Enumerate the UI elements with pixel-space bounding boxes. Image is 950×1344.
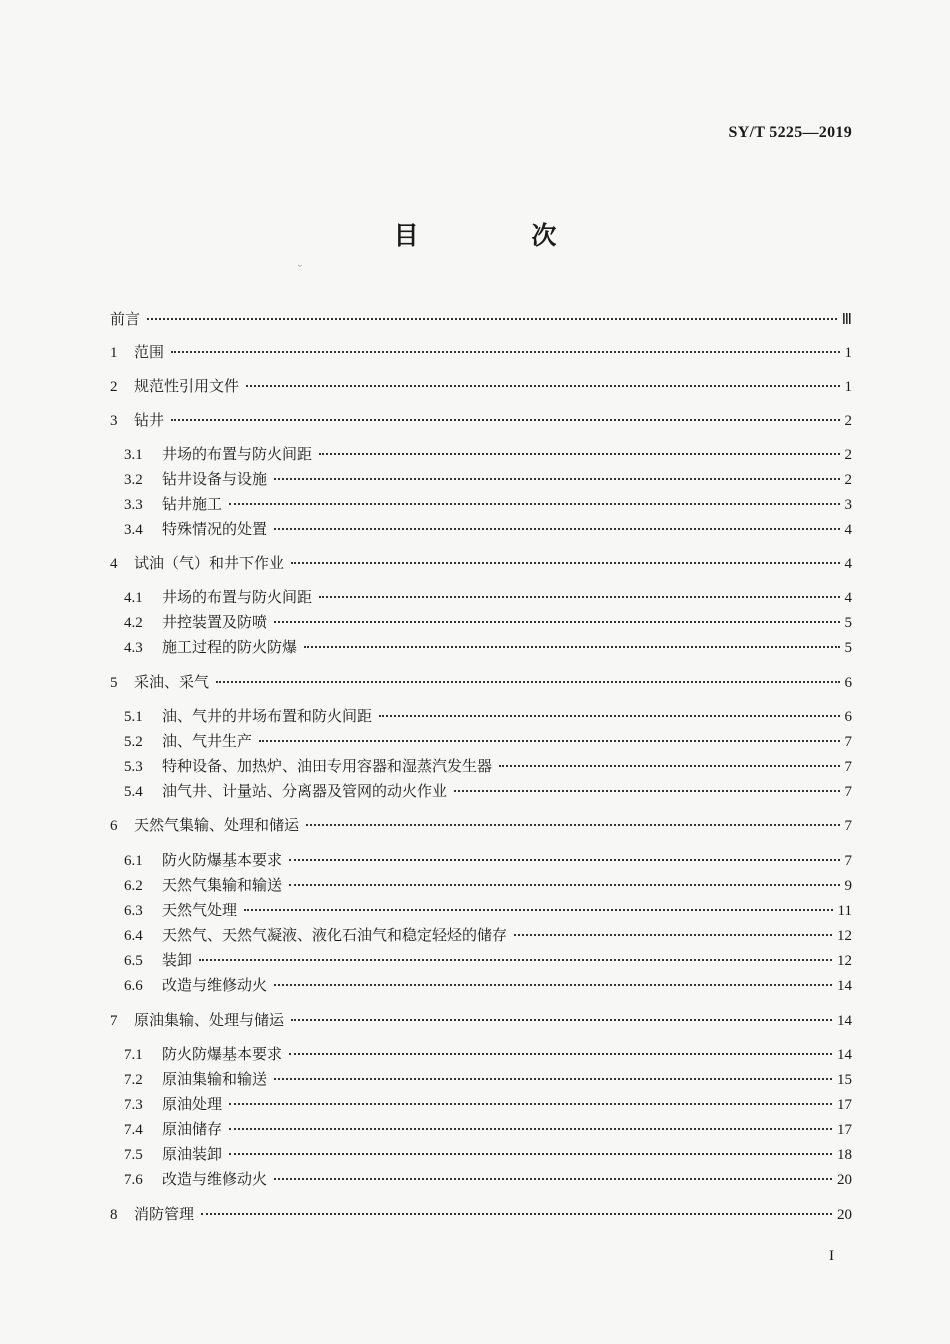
toc-entry-page: 1 (844, 379, 852, 395)
dot-leader (171, 419, 839, 421)
toc-entry-page: 18 (837, 1147, 852, 1163)
toc-entry-number: 5.2 (124, 734, 143, 750)
toc-entry-6-5[interactable] (124, 948, 852, 973)
toc-entry-label: 钻井 (134, 411, 165, 429)
toc-entry-3-3[interactable] (124, 492, 852, 517)
toc-entry-page: 5 (844, 640, 852, 656)
toc-entry-page: 3 (844, 497, 852, 513)
toc-entry-label: 原油储存 (162, 1120, 223, 1138)
toc-entry-number: 7.2 (124, 1072, 143, 1088)
page-title: 目 次 (393, 221, 609, 250)
toc-entry-page: 7 (844, 734, 852, 750)
dot-leader (306, 824, 839, 826)
toc-entry-page: 6 (844, 709, 852, 725)
page-number: I (829, 1248, 834, 1264)
toc-entry-label: 天然气处理 (162, 901, 238, 919)
toc-entry-label: 天然气集输和输送 (162, 876, 283, 894)
dot-leader (291, 562, 839, 564)
toc-entry-5-2[interactable] (124, 729, 852, 754)
dot-leader (289, 859, 839, 861)
toc-entry-label: 采油、采气 (134, 673, 210, 691)
toc-entry-4-2[interactable] (124, 610, 852, 635)
toc-entry-5-3[interactable] (124, 754, 852, 779)
standard-code: SY/T 5225—2019 (728, 124, 852, 141)
toc-entry-number: 3 (110, 413, 118, 429)
toc-entry-page: 15 (837, 1072, 852, 1088)
dot-leader (199, 959, 832, 961)
toc-entry-number: 7.1 (124, 1047, 143, 1063)
toc-entry-page: 12 (837, 928, 852, 944)
dot-leader (274, 621, 839, 623)
dot-leader (229, 503, 839, 505)
toc-entry-number: 3.2 (124, 472, 143, 488)
toc-entry-label: 改造与维修动火 (162, 1170, 268, 1188)
toc-entry-7-6[interactable] (124, 1167, 852, 1192)
toc-entry-page: 14 (837, 1047, 852, 1063)
toc-entry-page: 12 (837, 953, 852, 969)
toc-entry-page: 17 (837, 1122, 852, 1138)
toc-entry-page: 11 (837, 903, 852, 919)
dot-leader (274, 478, 839, 480)
toc-entry-2[interactable] (110, 374, 852, 399)
toc-entry-3-4[interactable] (124, 517, 852, 542)
toc-entry-page: 7 (844, 818, 852, 834)
toc-entry-6-1[interactable] (124, 848, 852, 873)
toc-entry-7-1[interactable] (124, 1042, 852, 1067)
toc-entry-label: 消防管理 (134, 1205, 195, 1223)
toc-entry-label: 原油集输、处理与储运 (134, 1011, 285, 1029)
toc-entry-page: 17 (837, 1097, 852, 1113)
toc-entry-page: Ⅲ (841, 312, 852, 328)
toc-entry-page: 2 (844, 472, 852, 488)
toc-entry-page: 20 (837, 1207, 852, 1223)
toc-entry-6-6[interactable] (124, 973, 852, 998)
toc-entry-number: 4.2 (124, 615, 143, 631)
toc-entry-label: 原油集输和输送 (162, 1070, 268, 1088)
toc-entry-7[interactable] (110, 1008, 852, 1033)
toc-entry-8[interactable] (110, 1202, 852, 1227)
dot-leader (201, 1213, 832, 1215)
toc-entry-label: 钻井设备与设施 (162, 470, 268, 488)
toc-entry-label: 防火防爆基本要求 (162, 851, 283, 869)
toc-entry-label: 特殊情况的处置 (162, 520, 268, 538)
toc-entry-3-1[interactable] (124, 442, 852, 467)
toc-entry-number: 3.1 (124, 447, 143, 463)
toc-entry-page: 4 (844, 590, 852, 606)
toc-entry-label: 改造与维修动火 (162, 976, 268, 994)
toc-entry-page: 1 (844, 345, 852, 361)
toc-entry-7-2[interactable] (124, 1067, 852, 1092)
toc-entry-label: 施工过程的防火防爆 (162, 638, 298, 656)
toc-entry-number: 5.1 (124, 709, 143, 725)
dot-leader (274, 1178, 832, 1180)
toc-entry-page: 2 (844, 447, 852, 463)
dot-leader (289, 884, 839, 886)
toc-entry-6-4[interactable] (124, 923, 852, 948)
dot-leader (171, 351, 839, 353)
toc-entry-label: 前言 (110, 310, 141, 328)
toc-entry-7-5[interactable] (124, 1142, 852, 1167)
dot-leader (454, 790, 839, 792)
toc-entry-page: 7 (844, 784, 852, 800)
toc-entry-4[interactable] (110, 551, 852, 576)
dot-leader (274, 1078, 832, 1080)
toc-entry-label: 试油（气）和井下作业 (134, 554, 285, 572)
toc-entry-number: 6.4 (124, 928, 143, 944)
toc-entry-number: 7 (110, 1013, 118, 1029)
toc-entry-page: 6 (844, 675, 852, 691)
toc-entry-1[interactable] (110, 340, 852, 365)
toc-entry-7-3[interactable] (124, 1092, 852, 1117)
toc-entry-label: 天然气集输、处理和储运 (134, 816, 300, 834)
dot-leader (229, 1128, 832, 1130)
toc-entry-label: 井场的布置与防火间距 (162, 588, 313, 606)
toc-entry-number: 6.2 (124, 878, 143, 894)
toc-entry-label: 原油装卸 (162, 1145, 223, 1163)
toc-entry-number: 5.4 (124, 784, 143, 800)
toc-entry-page: 9 (844, 878, 852, 894)
toc-entry-label: 天然气、天然气凝液、液化石油气和稳定轻烃的储存 (162, 926, 508, 944)
toc-entry-5[interactable] (110, 670, 852, 695)
dot-leader (514, 934, 832, 936)
scan-speck: ᵕ (298, 262, 303, 273)
toc-entry-number: 6.6 (124, 978, 143, 994)
toc-entry-label: 特种设备、加热炉、油田专用容器和湿蒸汽发生器 (162, 757, 493, 775)
dot-leader (274, 984, 832, 986)
toc-entry-page: 7 (844, 759, 852, 775)
toc-entry-7-4[interactable] (124, 1117, 852, 1142)
toc-entry-3-2[interactable] (124, 467, 852, 492)
toc-entry-label: 油、气井的井场布置和防火间距 (162, 707, 373, 725)
toc-entry-label: 井控装置及防喷 (162, 613, 268, 631)
toc-entry-number: 7.3 (124, 1097, 143, 1113)
toc-entry-number: 4.3 (124, 640, 143, 656)
dot-leader (379, 715, 839, 717)
dot-leader (259, 740, 839, 742)
dot-leader (499, 765, 839, 767)
dot-leader (319, 453, 839, 455)
toc-entry-number: 4.1 (124, 590, 143, 606)
toc-entry-5-1[interactable] (124, 704, 852, 729)
toc-entry-4-3[interactable] (124, 635, 852, 660)
toc-entry-label: 钻井施工 (162, 495, 223, 513)
toc-entry-label: 防火防爆基本要求 (162, 1045, 283, 1063)
toc-entry-number: 6.3 (124, 903, 143, 919)
dot-leader (229, 1153, 832, 1155)
toc-entry-number: 2 (110, 379, 118, 395)
toc-entry-label: 范围 (134, 343, 165, 361)
toc-entry-5-4[interactable] (124, 779, 852, 804)
dot-leader (319, 596, 839, 598)
toc-entry-page: 4 (844, 522, 852, 538)
toc-entry-label: 油气井、计量站、分离器及管网的动火作业 (162, 782, 448, 800)
dot-leader (289, 1053, 832, 1055)
toc-entry-number: 6 (110, 818, 118, 834)
toc-entry-3[interactable] (110, 408, 852, 433)
dot-leader (304, 646, 839, 648)
dot-leader (147, 318, 837, 320)
dot-leader (229, 1103, 832, 1105)
toc-entry-number: 6.5 (124, 953, 143, 969)
toc-entry-label: 装卸 (162, 951, 193, 969)
toc-entry-6-2[interactable] (124, 873, 852, 898)
toc-entry-number: 3.4 (124, 522, 143, 538)
toc-entry-number: 1 (110, 345, 118, 361)
toc-entry-label: 井场的布置与防火间距 (162, 445, 313, 463)
toc-entry-page: 4 (844, 556, 852, 572)
toc-entry-page: 7 (844, 853, 852, 869)
dot-leader (244, 909, 833, 911)
toc-entry-label: 原油处理 (162, 1095, 223, 1113)
toc-entry-label: 规范性引用文件 (134, 377, 240, 395)
toc-entry-6-3[interactable] (124, 898, 852, 923)
toc-entry-page: 14 (837, 1013, 852, 1029)
toc-entry-number: 5.3 (124, 759, 143, 775)
toc-entry-number: 8 (110, 1207, 118, 1223)
dot-leader (246, 385, 839, 387)
toc-entry-number: 5 (110, 675, 118, 691)
toc-entry-number: 7.5 (124, 1147, 143, 1163)
dot-leader (216, 681, 839, 683)
toc-entry-6[interactable] (110, 813, 852, 838)
toc-entry-number: 6.1 (124, 853, 143, 869)
toc-entry-page: 2 (844, 413, 852, 429)
dot-leader (291, 1019, 832, 1021)
toc-entry-page: 14 (837, 978, 852, 994)
toc-entry-number: 4 (110, 556, 118, 572)
toc-entry-page: 20 (837, 1172, 852, 1188)
toc-entry-page: 5 (844, 615, 852, 631)
toc-entry-number: 3.3 (124, 497, 143, 513)
toc-entry-foreword[interactable] (110, 307, 852, 332)
dot-leader (274, 528, 839, 530)
toc-entry-number: 7.4 (124, 1122, 143, 1138)
toc-entry-label: 油、气井生产 (162, 732, 253, 750)
toc-entry-4-1[interactable] (124, 585, 852, 610)
toc-entry-number: 7.6 (124, 1172, 143, 1188)
